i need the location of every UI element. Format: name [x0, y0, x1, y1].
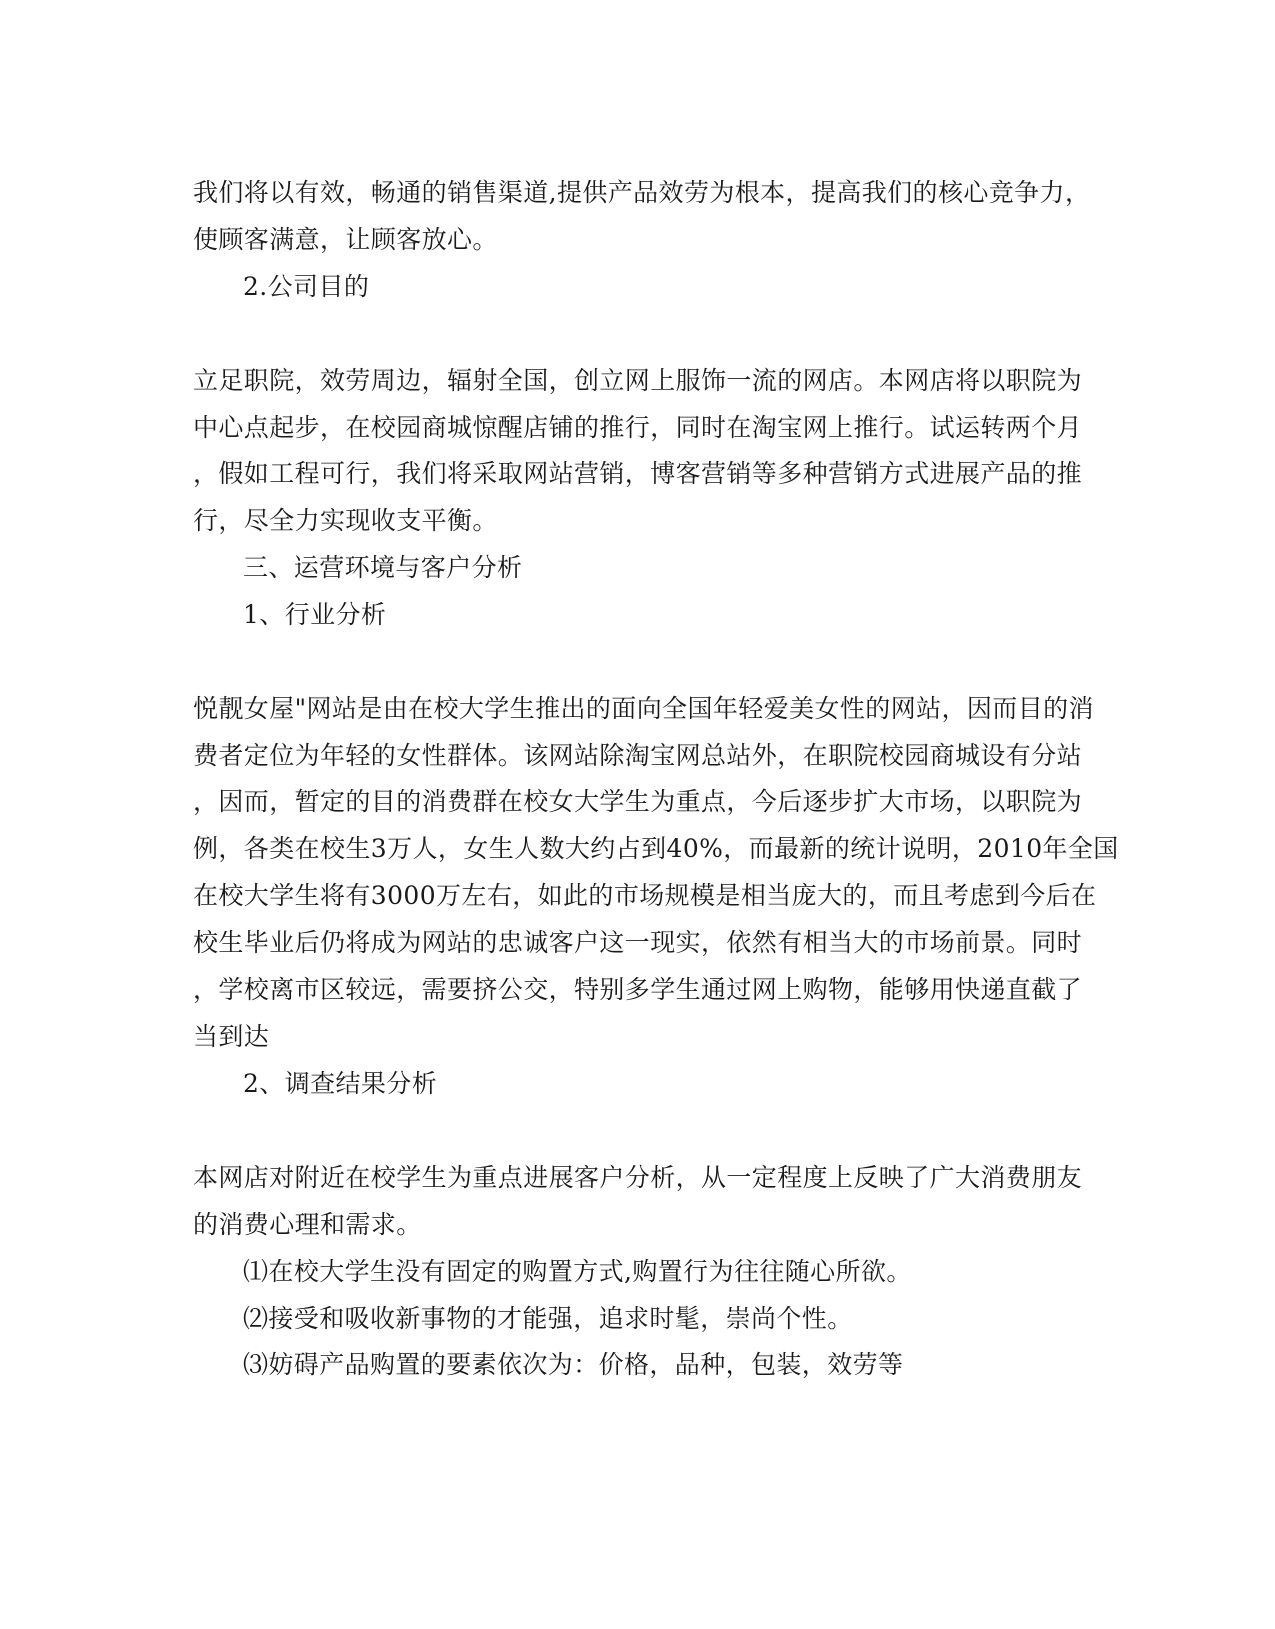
- body-line: ，因而，暂定的目的消费群在校女大学生为重点，今后逐步扩大市场，以职院为: [193, 787, 1083, 816]
- list-item: ⑴在校大学生没有固定的购置方式,购置行为往往随心所欲。: [243, 1257, 912, 1286]
- list-item: ⑶妨碍产品购置的要素依次为：价格，品种，包装，效劳等: [243, 1350, 904, 1379]
- body-line: 使顾客满意，让顾客放心。: [193, 225, 498, 254]
- body-line: 校生毕业后仍将成为网站的忠诚客户这一现实，依然有相当大的市场前景。同时: [193, 928, 1083, 957]
- section-heading: 三、运营环境与客户分析: [243, 553, 523, 582]
- body-line: 悦靓女屋"网站是由在校大学生推出的面向全国年轻爱美女性的网站，因而目的消: [193, 694, 1094, 723]
- section-heading: 2.公司目的: [243, 272, 370, 301]
- body-line: 行，尽全力实现收支平衡。: [193, 506, 498, 535]
- body-line: 的消费心理和需求。: [193, 1210, 422, 1239]
- body-line: ，假如工程可行，我们将采取网站营销，博客营销等多种营销方式进展产品的推: [193, 459, 1083, 488]
- body-line: 当到达: [193, 1022, 270, 1051]
- body-line: 在校大学生将有3000万左右，如此的市场规模是相当庞大的，而且考虑到今后在: [193, 881, 1097, 910]
- body-line: 立足职院，效劳周边，辐射全国，创立网上服饰一流的网店。本网店将以职院为: [193, 366, 1083, 395]
- body-line: 我们将以有效，畅通的销售渠道,提供产品效劳为根本，提高我们的核心竞争力，: [193, 178, 1091, 207]
- body-line: 中心点起步，在校园商城惊醒店铺的推行，同时在淘宝网上推行。试运转两个月: [193, 413, 1083, 442]
- list-item: ⑵接受和吸收新事物的才能强，追求时髦，崇尚个性。: [243, 1304, 853, 1333]
- body-line: 例，各类在校生3万人，女生人数大约占到40%，而最新的统计说明，2010年全国: [193, 834, 1119, 863]
- section-heading: 1、行业分析: [243, 600, 387, 629]
- body-line: ，学校离市区较远，需要挤公交，特别多学生通过网上购物，能够用快递直截了: [193, 975, 1083, 1004]
- section-heading: 2、调查结果分析: [243, 1069, 438, 1098]
- body-line: 费者定位为年轻的女性群体。该网站除淘宝网总站外，在职院校园商城设有分站: [193, 741, 1083, 770]
- body-line: 本网店对附近在校学生为重点进展客户分析，从一定程度上反映了广大消费朋友: [193, 1163, 1083, 1192]
